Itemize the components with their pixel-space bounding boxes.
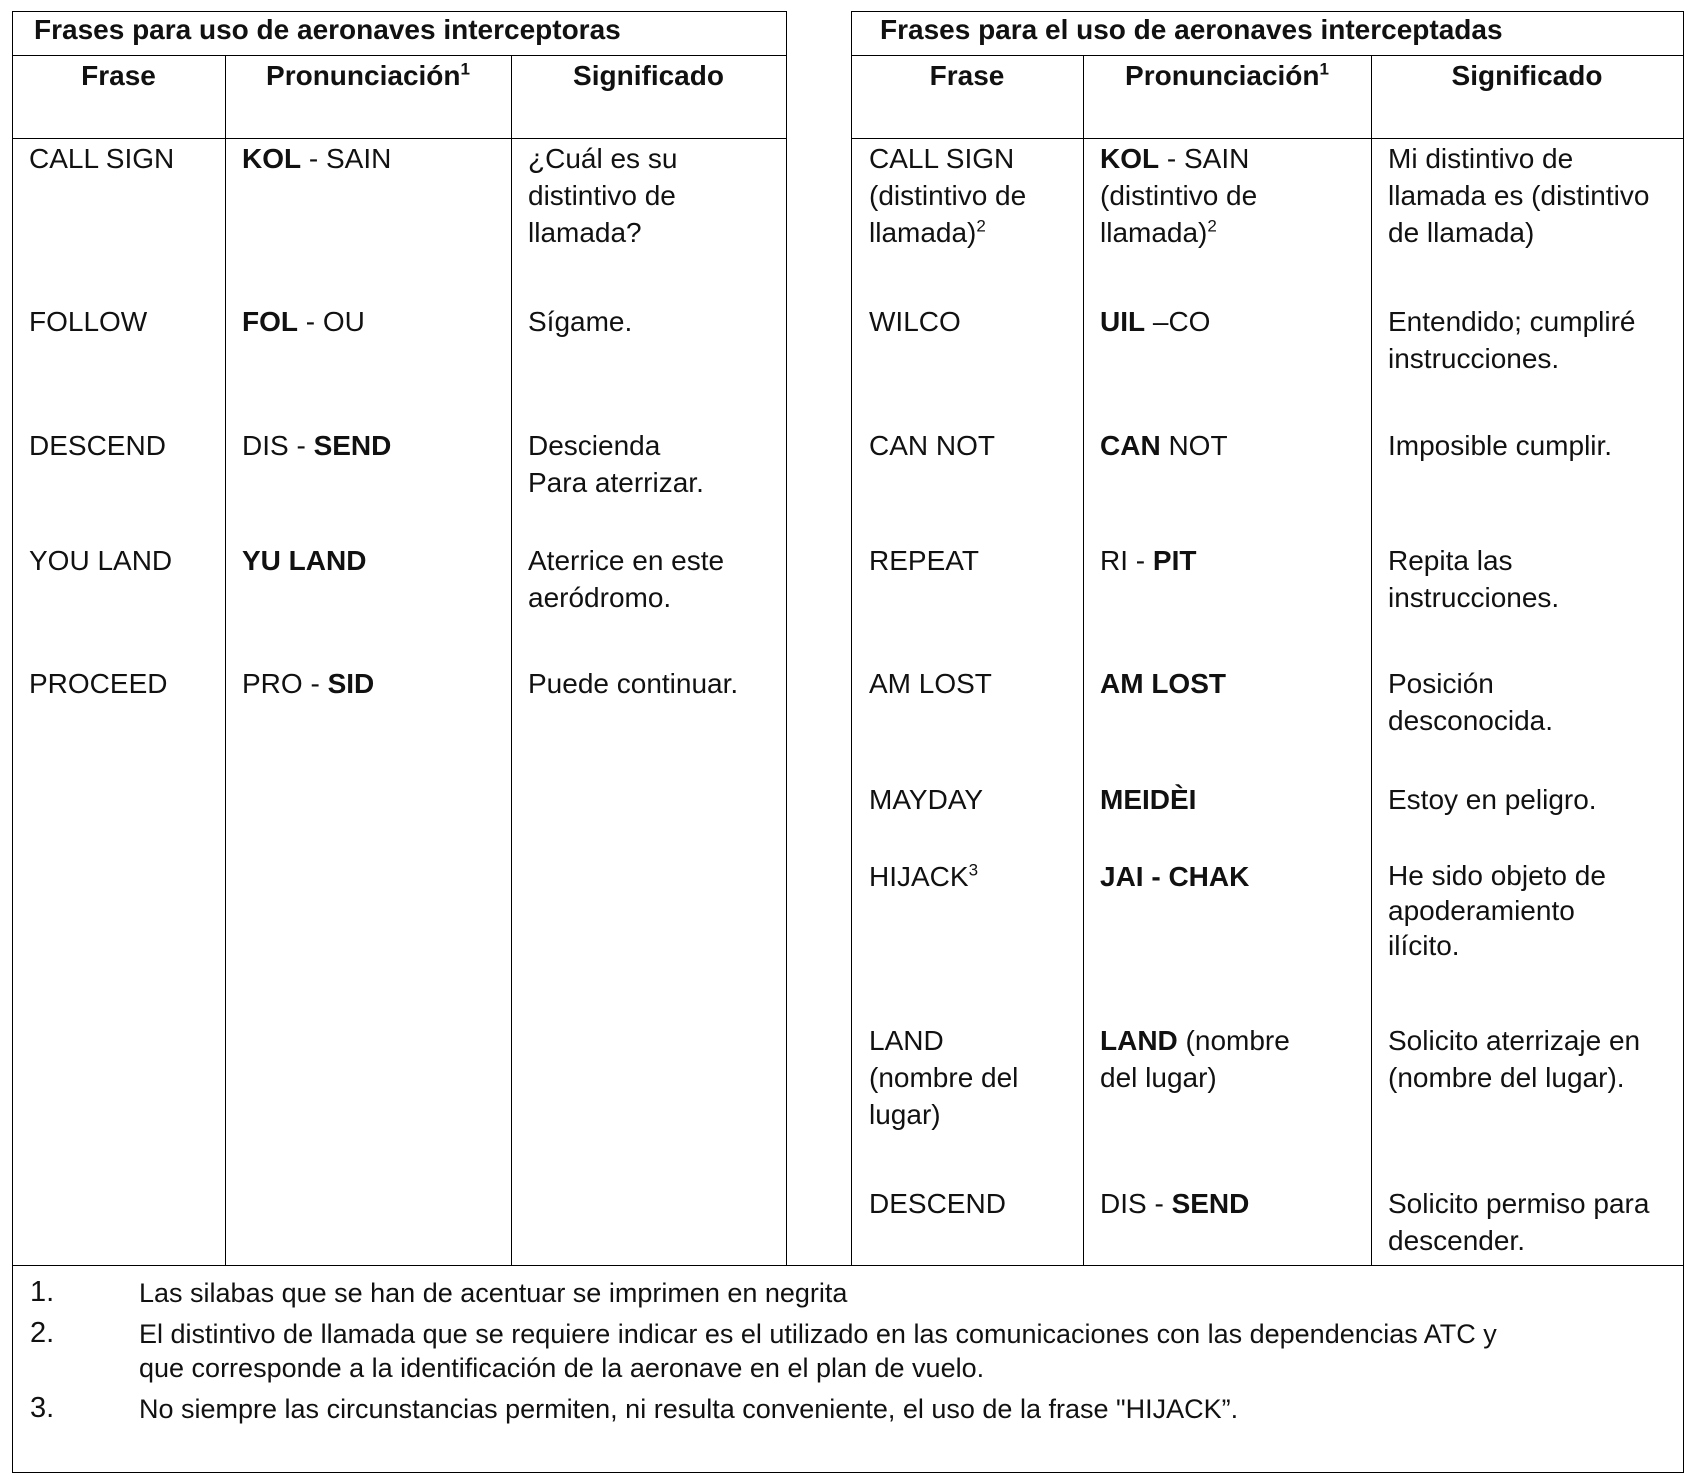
col-divider-5 [1371,55,1372,1265]
frase-cell: AM LOST [869,668,992,699]
right-table-title: Frases para el uso de aeronaves interceptadas [880,14,1503,45]
col-divider-1 [225,55,226,1265]
significado-cell: Aterrice en este aeródromo. [528,545,725,613]
left-table-right-border [786,11,787,1265]
frase-cell: YOU LAND [29,545,173,576]
footnote-number: 1. [30,1276,55,1308]
significado-cell: Entendido; cumpliré instrucciones. [1388,306,1636,374]
pronunciacion-cell: RI - PIT [1100,545,1197,576]
notes-divider [12,1265,1683,1266]
col-divider-2 [511,55,512,1265]
significado-cell: Posición desconocida. [1388,668,1554,736]
significado-cell: Descienda Para aterrizar. [528,430,704,498]
significado-cell: Solicito permiso para descender. [1388,1188,1650,1256]
pronunciacion-cell: KOL - SAIN (distintivo de llamada)$^2$ [1100,143,1258,248]
frase-cell: CALL SIGN [29,143,175,174]
pronunciacion-cell: MEIDÈI [1100,784,1197,815]
table-top-border-right [851,11,1683,12]
frase-cell: MAYDAY [869,784,984,815]
footnote-text: No siempre las circunstancias permiten, ni resulta conveniente, el uso de la frase "HIJACK”. [139,1394,1239,1424]
footnote-ref: 2 [1207,216,1217,236]
frase-cell: WILCO [869,306,961,337]
table-top-border [12,11,786,12]
footnote-text: Las silabas que se han de acentuar se imprimen en negrita [139,1278,848,1308]
header-divider-right [851,138,1683,139]
significado-cell: Estoy en peligro. [1388,784,1597,815]
footnote-ref: 3 [968,860,979,880]
pronunciacion-cell: JAI - CHAK [1100,861,1250,892]
significado-cell: Solicito aterrizaje en (nombre del lugar). [1388,1025,1641,1093]
frase-cell: REPEAT [869,545,979,576]
significado-cell: Sígame. [528,306,633,337]
frase-cell: DESCEND [869,1188,1006,1219]
header-divider-left [12,138,786,139]
footnote-number: 3. [30,1392,55,1424]
left-table-title: Frases para uso de aeronaves interceptoras [34,14,621,45]
pronunciacion-cell: AM LOST [1100,668,1226,699]
border-left [12,11,13,1473]
significado-cell: Imposible cumplir. [1388,430,1613,461]
right-header-frase: Frase [929,60,1005,91]
title-divider-left [12,55,786,56]
right-header-significado: Significado [1451,60,1603,91]
significado-cell: Repita las instrucciones. [1388,545,1560,613]
right-table-left-border [851,11,852,1265]
footnote-ref: 2 [976,216,986,236]
pronunciacion-cell: DIS - SEND [1100,1188,1250,1219]
title-divider-right [851,55,1683,56]
pronunciacion-cell: DIS - SEND [242,430,392,461]
pronunciacion-cell: LAND (nombre del lugar) [1100,1025,1290,1093]
footnote-ref: 1 [460,59,470,79]
pronunciacion-cell: CAN NOT [1100,430,1228,461]
col-divider-4 [1083,55,1084,1265]
frase-cell: CALL SIGN (distintivo de llamada)$^2$ [869,143,1027,248]
pronunciacion-cell: FOL - OU [242,306,365,337]
frase-cell: LAND (nombre del lugar) [869,1025,1019,1130]
footnote-number: 2. [30,1317,55,1349]
right-header-pronunciacion: Pronunciación$^1$ [1125,59,1329,91]
significado-cell: ¿Cuál es su distintivo de llamada? [528,143,678,248]
significado-cell: He sido objeto de apoderamiento ilícito. [1388,860,1606,961]
left-header-frase: Frase [81,60,156,91]
frase-cell: DESCEND [29,430,166,461]
frase-cell: PROCEED [29,668,168,699]
left-header-significado: Significado [573,60,724,91]
frase-cell: FOLLOW [29,306,148,337]
pronunciacion-cell: YU LAND [242,545,367,576]
significado-cell: Puede continuar. [528,668,739,699]
pronunciacion-cell: UIL –CO [1100,306,1211,337]
border-right [1683,11,1684,1473]
left-header-pronunciacion: Pronunciación$^1$ [266,59,470,91]
frase-cell: CAN NOT [869,430,995,461]
footnote-ref: 1 [1319,59,1329,79]
significado-cell: Mi distintivo de llamada es (distintivo de llamada) [1388,143,1650,248]
pronunciacion-cell: KOL - SAIN [242,143,392,174]
table-bottom-border [12,1472,1683,1473]
frase-cell: HIJACK$^3$ [869,860,979,892]
footnote-text: El distintivo de llamada que se requiere indicar es el utilizado en las comunicaciones con las dependencias ATC y que corresponde a la identificación de la aeronave en el plan de vuelo. [139,1319,1497,1383]
pronunciacion-cell: PRO - SID [242,668,375,699]
